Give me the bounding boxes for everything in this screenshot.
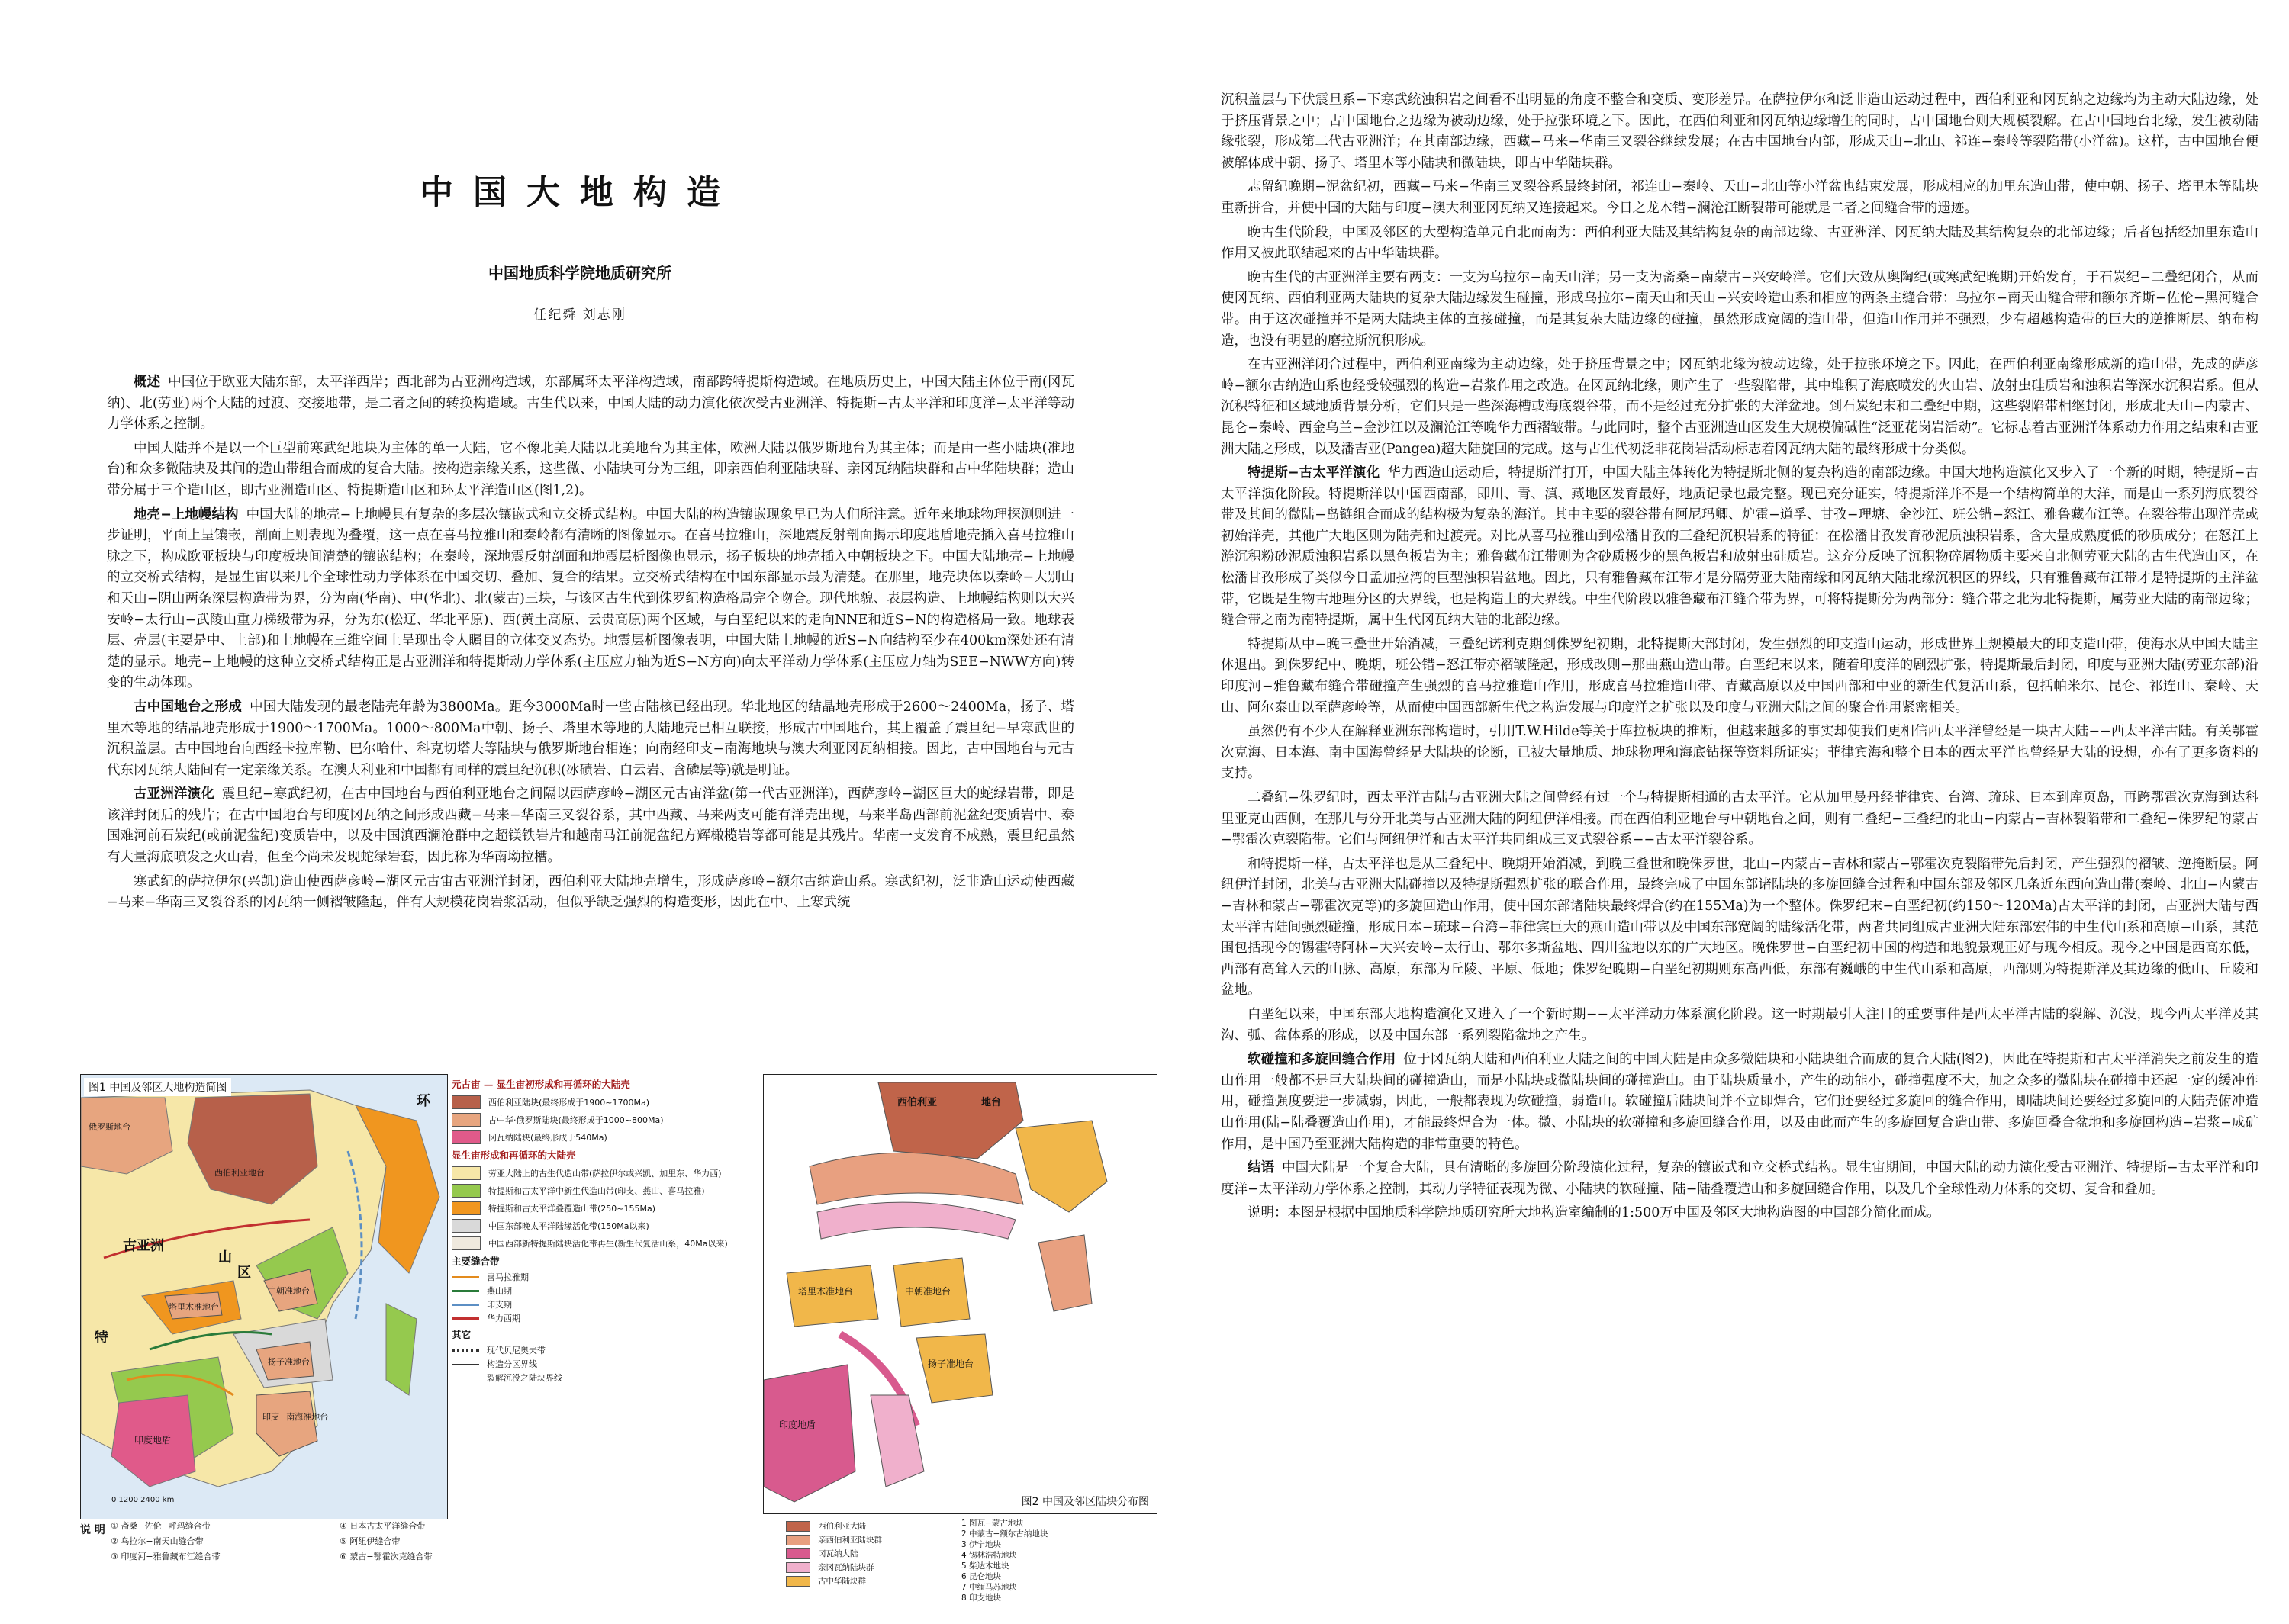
legend-swatch: [452, 1095, 481, 1109]
paragraph: [107, 439, 1074, 502]
legend-list-item: 7 中缅马苏地块: [961, 1583, 1018, 1592]
legend-line: [452, 1317, 479, 1320]
left-body-text: [107, 372, 1074, 1059]
map-label: 区: [237, 1265, 251, 1281]
paragraph-text: 志留纪晚期−泥盆纪初，西藏−马来−华南三叉裂谷系最终封闭，祁连山−秦岭、天山−北山等小洋盆也结束发展，形成相应的加里东造山带，使中朝、扬子、塔里木等陆块重新拼合，并使中国的大陆与印度−澳大利亚冈瓦纳又连接起来。今日之龙木错−澜沧江断裂带可能就是二者之间缝合带的遗迹。: [1221, 179, 2258, 216]
right-column: [1175, 0, 2289, 1624]
paragraph-text: 位于冈瓦纳大陆和西伯利亚大陆之间的中国大陆是由众多微陆块和小陆块组合而成的复合大陆(图2)，因此在特提斯和古太平洋消失之前发生的造山作用一般都不是巨大陆块间的碰撞造山，而是小陆块或微陆块间的碰撞造山。由于陆块质量小，产生的动能小，碰撞强度不大，加之众多的微陆块在碰撞中还起一定的缓冲作用，碰撞强度要进一步减弱，因此，一般都表现为软碰撞，弱造山。软碰撞后陆块间并不立即焊合，它们还要经过多旋回的缝合作用，即陆块间还要经过多旋回的大陆壳俯冲造山作用(陆−陆叠覆造山作用)，才能最终焊合为一体。微、小陆块的软碰撞和多旋回缝合作用，以及由此而产生的多旋回复合造山带、多旋回叠合盆地和多旋回构造−岩浆−成矿作用，是中国乃至亚洲大陆构造的非常重要的特色。: [1221, 1052, 2258, 1152]
paragraph: [107, 872, 1074, 914]
tectonic-map: [81, 1075, 447, 1519]
legend-line: [452, 1349, 479, 1352]
legend-item: [452, 1130, 753, 1144]
map-label: 印支−南海准地台: [262, 1412, 329, 1422]
legend-label: 构造分区界线: [487, 1359, 537, 1369]
map-label: 地台: [981, 1097, 1002, 1108]
legend-item: [786, 1534, 954, 1545]
paragraph: [107, 697, 1074, 781]
legend-list-item: 4 锡林浩特地块: [961, 1551, 1018, 1560]
section-heading: 特提斯−古太平洋演化: [1248, 465, 1380, 481]
legend-label: 华力西期: [487, 1314, 520, 1323]
map-label: 俄罗斯地台: [89, 1122, 130, 1132]
note-item: ⑤ 阿纽伊缝合带: [340, 1536, 401, 1546]
section-heading: 结语: [1248, 1160, 1275, 1176]
notes-label: 说 明: [80, 1524, 105, 1536]
legend-item: [452, 1219, 753, 1233]
map-label: 西伯利亚地台: [214, 1168, 265, 1178]
map-label: 扬子准地台: [928, 1359, 974, 1369]
legend-group-title: 其它: [452, 1329, 472, 1340]
legend-label: 印支期: [487, 1300, 512, 1310]
tectonic-map-figure: [80, 1074, 448, 1519]
legend-label: 特提斯和古太平洋中新生代造山带(印支、燕山、喜马拉雅): [488, 1185, 705, 1196]
legend-item: [452, 1166, 753, 1180]
legend-swatch: [452, 1113, 481, 1127]
paragraph-text: 二叠纪−侏罗纪时，西太平洋古陆与古亚洲大陆之间曾经有过一个与特提斯相通的古太平洋。它从加里曼丹经菲律宾、台湾、琉球、日本到库页岛，再跨鄂霍次克海到达科里亚克山西侧，在那儿与分开北美与古亚洲大陆的阿纽伊洋相接。而在西伯利亚地台与中朝地台之间，则有二叠纪−三叠纪的北山−内蒙古−吉林裂陷带和二叠纪−侏罗纪的蒙古−鄂霍次克裂陷带。它们与阿纽伊洋和古太平洋共同组成三叉式裂谷系−−古太平洋裂谷系。: [1221, 790, 2258, 848]
paragraph-text: 中国大陆的地壳−上地幔具有复杂的多层次镶嵌式和立交桥式结构。中国大陆的构造镶嵌现象早已为人们所注意。近年来地球物理探测则进一步证明，平面上呈镶嵌，剖面上则表现为叠覆，这一点在喜马拉雅山和秦岭都有清晰的图像显示。在喜马拉雅山，深地震反射剖面揭示印度地盾地壳插入喜马拉雅山脉之下，构成欧亚板块与印度板块间清楚的镶嵌结构；在秦岭，深地震反射剖面和地震层析图像也显示，扬子板块的地壳插入中朝板块之下。中国大陆地壳−上地幔的立交桥式结构，是显生宙以来几个全球性动力学体系在中国交切、叠加、复合的结果。立交桥式结构在中国东部显示最为清楚。在那里，地壳块体以秦岭−大别山和天山−阴山两条深层构造带为界，分为南(华南)、中(华北)、北(蒙古)三块，与该区古生代到侏罗纪构造格局完全吻合。现代地貌、表层构造、上地幔结构则以大兴安岭−太行山−武陵山重力梯级带为界，分为东(松辽、华北平原)、西(黄土高原、云贵高原)两个区域，与白垩纪以来的走向NNE和近S−N的构造格局一致。地球表层、壳层(主要是中、上部)和上地幔在三维空间上呈现出令人瞩目的立体交叉态势。地震层析图像表明，中国大陆上地幔的近S−N向结构至少在400km深处还有清楚的显示。地壳−上地幔的这种立交桥式结构正是古亚洲洋和特提斯动力学体系(主压应力轴为近S−N方向)向太平洋动力学体系(主压应力轴为SEE−NWW方向)转变的生动体现。: [107, 506, 1074, 691]
tectonic-map-legend: [452, 1074, 753, 1539]
legend-label: 冈瓦纳大陆: [818, 1549, 858, 1558]
map-label: 塔里木准地台: [798, 1286, 854, 1297]
legend-item: [452, 1300, 753, 1310]
block-distribution-legend: [786, 1518, 1152, 1603]
legend-item: [786, 1548, 954, 1559]
paragraph-text: 特提斯从中−晚三叠世开始消减，三叠纪诺利克期到侏罗纪初期，北特提斯大部封闭，发生强烈的印支造山运动，形成世界上规模最大的印支造山带，使海水从中国大陆主体退出。到侏罗纪中、晚期，班公错−怒江带亦褶皱隆起，形成改则−那曲燕山造山带。白垩纪末以来，随着印度洋的剧烈扩张，特提斯最后封闭，印度与亚洲大陆(劳亚东部)沿印度河−雅鲁藏布缝合带碰撞产生强烈的喜马拉雅造山作用，形成喜马拉雅造山带、青藏高原以及中国西部和中亚的新生代复活山系，包括帕米尔、昆仑、祁连山、秦岭、天山、阿尔泰山以至萨彦岭等，从而使中国西部新生代之构造发展与印度洋之扩张以及印度与亚洲大陆之间的聚合作用紧密相关。: [1221, 636, 2258, 716]
paragraph: [1221, 90, 2258, 174]
paragraph-text: 晚古生代阶段，中国及邻区的大型构造单元自北而南为：西伯利亚大陆及其结构复杂的南部边缘、古亚洲洋、冈瓦纳大陆及其结构复杂的北部边缘；后者包括经加里东造山作用又被此联结起来的古中华陆块群。: [1221, 224, 2258, 262]
legend-list-item: 6 昆仑地块: [961, 1572, 1002, 1581]
legend-swatch: [452, 1219, 481, 1233]
section-heading: 古中国地台之形成: [134, 699, 243, 715]
legend-label: 西伯利亚陆块(最终形成于1900~1700Ma): [488, 1097, 650, 1108]
legend-label: 现代贝尼奥夫带: [487, 1346, 546, 1355]
paragraph-text: 在古亚洲洋闭合过程中，西伯利亚南缘为主动边缘，处于挤压背景之中；冈瓦纳北缘为被动边缘，处于拉张环境之下。因此，在西伯利亚南缘形成新的造山带，先成的萨彦岭−额尔古纳造山系也经受较强烈的构造−岩浆作用之改造。在冈瓦纳北缘，则产生了一些裂陷带，其中堆积了海底喷发的火山岩、放射虫硅质岩和浊积岩等深水沉积岩系。但从沉积特征和区域地质背景分析，它们只是一些深海槽或海底裂谷带，而不是经过充分扩张的大洋盆地。到石炭纪末和二叠纪中期，这些裂陷带相继封闭，形成北天山−内蒙古、昆仑−秦岭、西金乌兰−金沙江以及澜沧江等晚华力西褶皱带。与此同时，整个古亚洲造山区发生大规模偏碱性“泛亚花岗岩活动”。它标志着古亚洲洋体系动力作用之结束和古亚洲大陆之形成，以及潘吉亚(Pangea)超大陆旋回的完成。这与古生代初泛非花岗岩活动标志着冈瓦纳大陆的最终形成十分类似。: [1221, 357, 2258, 457]
legend-swatch: [452, 1201, 481, 1215]
legend-swatch: [786, 1576, 810, 1587]
paragraph-text: 和特提斯一样，古太平洋也是从三叠纪中、晚期开始消减，到晚三叠世和晚侏罗世，北山−内蒙古−吉林和蒙古−鄂霍次克裂陷带先后封闭，产生强烈的褶皱、逆掩断层。阿纽伊洋封闭，北美与古亚洲大陆碰撞以及特提斯强烈扩张的联合作用，最终完成了中国东部诸陆块的多旋回缝合过程和中国东部及邻区几条近东西向造山带(秦岭、北山−内蒙古−吉林和蒙古−鄂霍次克等)的多旋回造山作用，使中国东部诸陆块最终焊合(约在155Ma)为一个整体。侏罗纪末−白垩纪初(约150～120Ma)古太平洋的封闭，古亚洲大陆与西太平洋古陆间强烈碰撞，形成日本−琉球−台湾−菲律宾巨大的燕山造山带以及中国东部宽阔的陆缘活化带，两者共同组成古亚洲大陆东部宏伟的中生代山系和高原−山系，其范围包括现今的锡霍特阿林−大兴安岭−太行山、鄂尔多斯盆地、四川盆地以东的广大地区。晚侏罗世−白垩纪初中国的构造和地貌景观正好与现今相反。现今之中国是西高东低，西部有高耸入云的山脉、高原，东部为丘陵、平原、低地；侏罗纪晚期−白垩纪初期则东高西低，东部有巍峨的中生代山系和高原，西部则为特提斯洋及其边缘的低山、丘陵和盆地。: [1221, 856, 2258, 999]
paragraph: [107, 505, 1074, 694]
legend-list-item: 5 柴达木地块: [961, 1561, 1009, 1571]
legend-item: [452, 1373, 753, 1383]
paragraph-text: 震旦纪−寒武纪初，在古中国地台与西伯利亚地台之间隔以西萨彦岭−湖区元古宙洋盆(第一代古亚洲洋)，西萨彦岭−湖区巨大的蛇绿岩带，即是该洋封闭后的残片；在古中国地台与印度冈瓦纳之间形成西藏−马来−华南三叉裂谷系，其中西藏、马来两支可能有洋壳出现，马来半岛西部前泥盆纪变质岩中、泰国难河前石炭纪(或前泥盆纪)变质岩中，以及中国滇西澜沧群中之超镁铁岩片和越南马江前泥盆纪方辉橄榄岩等都可能是其残片。华南一支发育不成熟，震旦纪虽然有大量海底喷发之火山岩，但至今尚未发现蛇绿岩套，因此称为华南坳拉槽。: [107, 786, 1074, 866]
legend-line: [452, 1364, 479, 1365]
legend-list-item: 2 中蒙古−额尔古纳地块: [961, 1529, 1048, 1539]
legend-list-item: 3 伊宁地块: [961, 1540, 1002, 1549]
legend-label: 特提斯和古太平洋叠覆造山带(250~155Ma): [488, 1203, 656, 1214]
map-label: 塔里木准地台: [169, 1302, 219, 1312]
legend-item: [452, 1201, 753, 1215]
legend-column: [961, 1518, 1152, 1603]
legend-line: [452, 1304, 479, 1306]
legend-item: [452, 1113, 753, 1127]
legend-label: 燕山期: [487, 1286, 512, 1296]
legend-label: 古中华陆块群: [818, 1577, 866, 1586]
legend-label: 古中华·俄罗斯陆块(最终形成于1000~800Ma): [488, 1114, 664, 1125]
legend-item: [452, 1184, 753, 1198]
paragraph-text: 中国大陆发现的最老陆壳年龄为3800Ma。距今3000Ma时一些古陆核已经出现。华北地区的结晶地壳形成于2600～2400Ma，扬子、塔里木等地的结晶地壳形成于1900～1700Ma。1000～800Ma中朝、扬子、塔里木等地的大陆地壳已相互联接，形成古中国地台，其上覆盖了震旦纪−早寒武世的沉积盖层。古中国地台向西经卡拉库勒、巴尔哈什、科克切塔夫等陆块与俄罗斯地台相连；向南经印支−南海地块与澳大利亚冈瓦纳相接。因此，古中国地台与元古代东冈瓦纳大陆间有一定亲缘关系。在澳大利亚和中国都有同样的震旦纪沉积(冰碛岩、白云岩、含磷层等)就是明证。: [107, 699, 1074, 778]
map-label: 西伯利亚: [897, 1097, 938, 1108]
page-title: 中国大地构造: [420, 173, 740, 212]
legend-label: 劳亚大陆上的古生代造山带(萨拉伊尔或兴凯、加里东、华力西): [488, 1168, 722, 1179]
paragraph: [1221, 635, 2258, 719]
legend-swatch: [452, 1184, 481, 1198]
legend-list-item: 1 图瓦−蒙古地块: [961, 1519, 1024, 1528]
note-item: ① 斋桑−佐伦−呼玛缝合带: [111, 1521, 211, 1531]
legend-label: 喜马拉雅期: [487, 1272, 529, 1282]
legend-group-title: 显生宙形成和再循环的大陆壳: [452, 1150, 576, 1161]
paragraph: [1221, 268, 2258, 352]
paragraph: [1221, 854, 2258, 1002]
section-heading: 概述: [134, 375, 161, 390]
paragraph-text: 中国大陆是一个复合大陆，具有清晰的多旋回分阶段演化过程，复杂的镶嵌式和立交桥式结构。显生宙期间，中国大陆的动力演化受古亚洲洋、特提斯−古太平洋和印度洋−太平洋动力学体系之控制，其动力学特征表现为微、小陆块的软碰撞、陆−陆叠覆造山和多旋回缝合作用，以及几个全球性动力体系的交切、复合和叠加。: [1221, 1160, 2258, 1197]
map-label: 古亚洲: [123, 1238, 164, 1254]
legend-item: [786, 1561, 954, 1573]
legend-swatch: [452, 1236, 481, 1250]
paragraph-text: 说明：本图是根据中国地质科学院地质研究所大地构造室编制的1:500万中国及邻区大地构造图的中国部分简化而成。: [1248, 1205, 1940, 1221]
legend-list-item: 8 印支地块: [961, 1593, 1002, 1603]
map-label: 山: [218, 1249, 232, 1265]
paragraph: [1221, 223, 2258, 265]
legend-label: 亲冈瓦纳陆块群: [818, 1563, 874, 1572]
map-label: 中朝准地台: [905, 1286, 951, 1297]
paragraph-text: 中国大陆并不是以一个巨型前寒武纪地块为主体的单一大陆，它不像北美大陆以北美地台为其主体，欧洲大陆以俄罗斯地台为其主体；而是由一些小陆块(准地台)和众多微陆块及其间的造山带组合而成的复合大陆。按构造亲缘关系，这些微、小陆块可分为三组，即亲西伯利亚陆块群、亲冈瓦纳陆块群和古中华陆块群；造山带分属于三个造山区，即古亚洲造山区、特提斯造山区和环太平洋造山区(图1,2)。: [107, 440, 1074, 498]
map-label: 环: [417, 1093, 430, 1109]
legend-item: [452, 1236, 753, 1250]
legend-item: [452, 1272, 753, 1282]
legend-label: 中国东部晚太平洋陆缘活化带(150Ma以来): [488, 1220, 649, 1231]
paragraph-text: 华力西造山运动后，特提斯洋打开，中国大陆主体转化为特提斯北侧的复杂构造的南部边缘。中国大地构造演化又步入了一个新的时期，特提斯−古太平洋演化阶段。特提斯洋以中国西南部，即川、青、滇、藏地区发育最好，地质记录也最完整。现已充分证实，特提斯洋并不是一个结构简单的大洋，而是由一系列海底裂谷带及其间的微陆−岛链组合而成的结构极为复杂的海洋。其中主要的裂谷带有阿尼玛卿、炉霍−道孚、甘孜−理塘、金沙江、班公错−怒江、雅鲁藏布江等。在裂谷带出现洋壳或初始洋壳，其他广大地区则为陆壳和过渡壳。对比从喜马拉雅山到松潘甘孜的三叠纪沉积岩系的特征：在松潘甘孜发育砂泥质浊积岩系，含大量成熟度低的砂质成分；在怒江上游沉积粉砂泥质浊积岩系以黑色板岩为主；雅鲁藏布江带则为含砂质极少的黑色板岩和放射虫硅质岩。这充分反映了沉积物碎屑物质主要来自北侧劳亚大陆的古生代造山区，在松潘甘孜形成了类似今日孟加拉湾的巨型浊积岩盆地。因此，只有雅鲁藏布江带才是分隔劳亚大陆南缘和冈瓦纳大陆北缘沉积区的界线，只有雅鲁藏布江带才是特提斯的主洋盆带，它既是生物古地理分区的大界线，也是构造上的大界线。中生代阶段以雅鲁藏布江缝合带为界，可将特提斯分为两部分：缝合带之北为北特提斯，属劳亚大陆的南部边缘；缝合带之南为南特提斯，属中生代冈瓦纳大陆的北部边缘。: [1221, 465, 2258, 629]
figure-caption: 图1 中国及邻区大地构造简图: [84, 1078, 231, 1096]
legend-swatch: [452, 1130, 481, 1144]
note-item: ② 乌拉尔−南天山缝合带: [111, 1536, 204, 1546]
notes-list: [111, 1519, 568, 1562]
institution: 中国地质科学院地质研究所: [488, 264, 671, 282]
paragraph-text: 白垩纪以来，中国东部大地构造演化又进入了一个新时期−−太平洋动力体系演化阶段。这一时期最引人注目的重要事件是西太平洋古陆的裂解、沉没，现今西太平洋及其沟、弧、盆体系的形成，以及中国东部一系列裂陷盆地之产生。: [1221, 1006, 2258, 1044]
legend-column: [786, 1518, 954, 1603]
section-heading: 软碰撞和多旋回缝合作用: [1248, 1052, 1396, 1068]
legend-swatch: [786, 1548, 810, 1559]
legend-label: 西伯利亚大陆: [818, 1522, 866, 1531]
legend-item: [452, 1346, 753, 1355]
map-label: 特: [95, 1330, 108, 1346]
legend-label: 中国西部新特提斯陆块活化带再生(新生代复活山系，40Ma以来): [488, 1238, 728, 1249]
paragraph: [1221, 722, 2258, 785]
paragraph: [107, 784, 1074, 868]
section-heading: 古亚洲洋演化: [134, 786, 214, 802]
note-item: ④ 日本古太平洋缝合带: [340, 1521, 426, 1531]
legend-item: [786, 1575, 954, 1587]
map-label: 扬子准地台: [268, 1357, 310, 1367]
legend-label: 亲西伯利亚陆块群: [818, 1536, 882, 1545]
paragraph: [107, 372, 1074, 436]
legend-swatch: [786, 1562, 810, 1573]
legend-item: [786, 1520, 954, 1532]
paragraph-text: 虽然仍有不少人在解释亚洲东部构造时，引用T.W.Hilde等关于库拉板块的推断，但越来越多的事实却使我们更相信西太平洋曾经是一块古大陆−−西太平洋古陆。有关鄂霍次克海、日本海、南中国海曾经是大陆块的论断，已被大量地质、地球物理和海底钻探等资料所证实；菲律宾海和整个日本的西太平洋也曾经是大陆的设想，亦有了更多资料的支持。: [1221, 724, 2258, 782]
section-heading: 地壳−上地幔结构: [134, 506, 239, 523]
paragraph: [1221, 1050, 2258, 1155]
scale-bar: 0 1200 2400 km: [111, 1496, 175, 1504]
legend-item: [452, 1359, 753, 1369]
paragraph: [1221, 788, 2258, 851]
legend-swatch: [786, 1521, 810, 1532]
paragraph: [1221, 1005, 2258, 1047]
legend-line: [452, 1276, 479, 1278]
legend-item: [452, 1095, 753, 1109]
map-label: 印度地盾: [134, 1435, 172, 1446]
paragraph: [1221, 177, 2258, 219]
right-body-text: [1221, 90, 2258, 1608]
block-distribution-figure: [763, 1074, 1157, 1514]
map-label: 印度地盾: [779, 1420, 816, 1430]
legend-swatch: [452, 1166, 481, 1180]
authors: 任纪舜 刘志刚: [533, 307, 626, 323]
paragraph-text: 寒武纪的萨拉伊尔(兴凯)造山使西萨彦岭−湖区元古宙古亚洲洋封闭，西伯利亚大陆地壳增生，形成萨彦岭−额尔古纳造山系。寒武纪初，泛非造山运动使西藏−马来−华南三叉裂谷系的冈瓦纳一侧褶皱隆起，伴有大规模花岗岩浆活动，但似乎缺乏强烈的构造变形，因此在中、上寒武统: [107, 873, 1074, 911]
legend-group-title: 主要缝合带: [452, 1256, 500, 1267]
map-label: 中朝准地台: [268, 1286, 310, 1296]
paragraph: [1221, 1203, 2258, 1224]
paragraph: [1221, 355, 2258, 460]
paragraph: [1221, 463, 2258, 632]
legend-label: 裂解沉没之陆块界线: [487, 1373, 562, 1383]
legend-line: [452, 1290, 479, 1292]
legend-swatch: [786, 1535, 810, 1545]
note-item: ③ 印度河−雅鲁藏布江缝合带: [111, 1552, 221, 1561]
legend-item: [452, 1314, 753, 1323]
note-item: ⑥ 蒙古−鄂霍次克缝合带: [340, 1552, 433, 1561]
paragraph-text: 沉积盖层与下伏震旦系−下寒武统浊积岩之间看不出明显的角度不整合和变质、变形差异。在萨拉伊尔和泛非造山运动过程中，西伯利亚和冈瓦纳之边缘均为主动大陆边缘，处于挤压背景之中；古中国地台之边缘为被动边缘，处于拉张环境之下。因此，在西伯利亚和冈瓦纳边缘增生的同时，古中国地台则大规模裂解。在古中国地台北缘，发生被动陆缘张裂，形成第二代古亚洲洋；在其南部边缘，西藏−马来−华南三叉裂谷继续发展；在古中国地台内部，形成天山−北山、祁连−秦岭等裂陷带(小洋盆)。这样，古中国地台便被解体成中朝、扬子、塔里木等小陆块和微陆块，即古中华陆块群。: [1221, 92, 2258, 171]
figure-caption: 图2 中国及邻区陆块分布图: [1017, 1492, 1154, 1510]
paragraph-text: 晚古生代的古亚洲洋主要有两支：一支为乌拉尔−南天山洋；另一支为斋桑−南蒙古−兴安岭洋。它们大致从奥陶纪(或寒武纪晚期)开始发育，于石炭纪−二叠纪闭合，从而使冈瓦纳、西伯利亚两大陆块的复杂大陆边缘发生碰撞，形成乌拉尔−南天山和天山−兴安岭造山系和相应的两条主缝合带：乌拉尔−南天山缝合带和额尔齐斯−佐伦−黑河缝合带。由于这次碰撞并不是两大陆块主体的直接碰撞，而是其复杂大陆边缘的碰撞，虽然形成宽阔的造山带，但造山作用并不强烈，少有超越构造带的巨大的逆推断层、纳布构造，也没有明显的磨拉斯沉积形成。: [1221, 269, 2258, 349]
paragraph: [1221, 1158, 2258, 1200]
legend-label: 冈瓦纳陆块(最终形成于540Ma): [488, 1132, 607, 1143]
legend-group-title: 元古宙 — 显生宙初形成和再循环的大陆壳: [452, 1079, 630, 1090]
legend-item: [452, 1286, 753, 1296]
paragraph-text: 中国位于欧亚大陆东部，太平洋西岸；西北部为古亚洲构造域，东部属环太平洋构造域，南部跨特提斯构造域。在地质历史上，中国大陆主体位于南(冈瓦纳)、北(劳亚)两个大陆的过渡、交接地带，是二者之间的转换构造域。古生代以来，中国大陆的动力演化依次受古亚洲洋、特提斯−古太平洋和印度洋−太平洋等动力学体系之控制。: [107, 375, 1074, 433]
